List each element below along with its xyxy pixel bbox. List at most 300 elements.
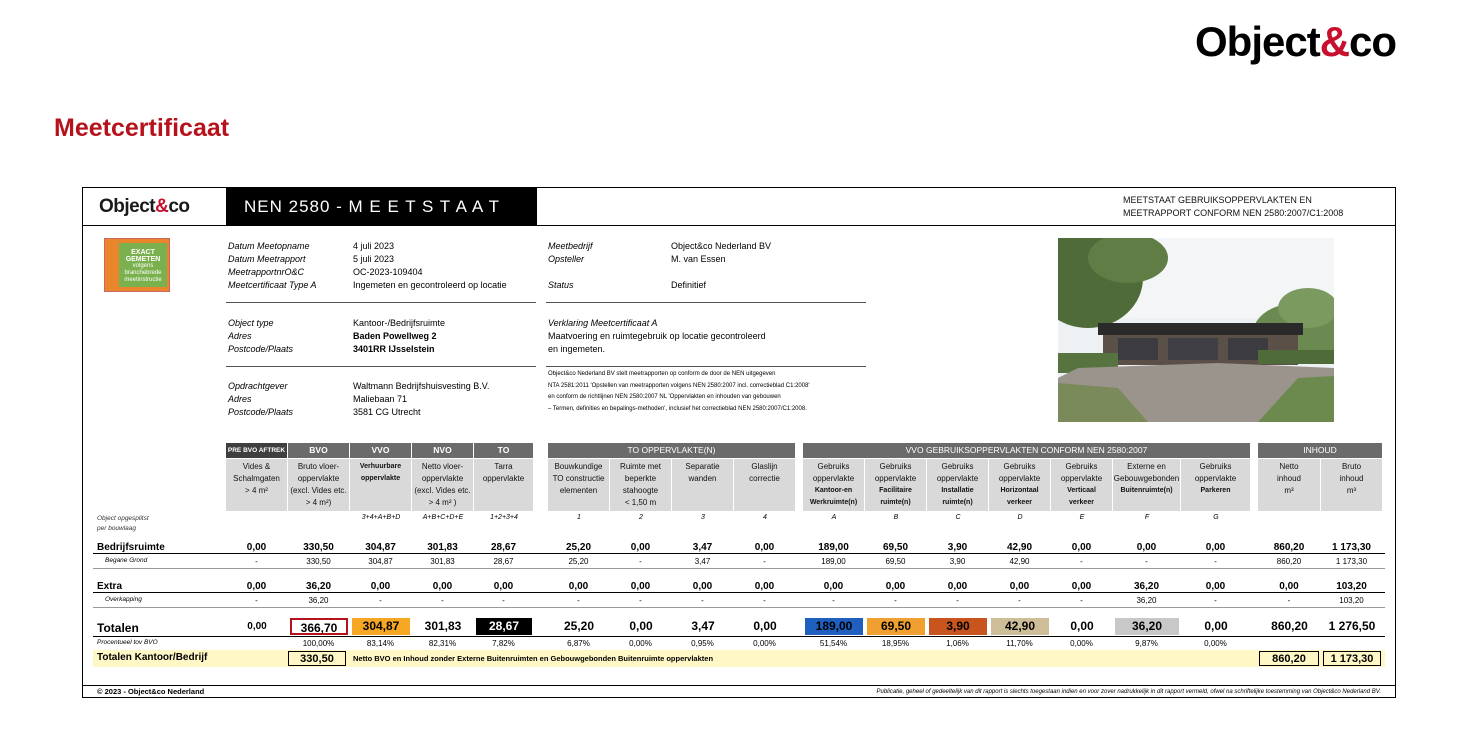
value-cell: - <box>639 596 642 605</box>
subheader-line: verkeer <box>1007 499 1032 506</box>
value-cell: 82,31% <box>428 639 457 648</box>
bedrijf-info <box>548 240 868 294</box>
subheader-line <box>548 497 609 509</box>
measurement-table <box>83 443 1395 683</box>
subheader-line <box>350 485 411 497</box>
value-cell: - <box>894 596 897 605</box>
subheader-line: inhoud <box>1276 474 1302 483</box>
object-value: Kantoor-/Bedrijfsruimte <box>353 318 446 328</box>
value-cell: - <box>1214 557 1217 566</box>
badge-inner <box>119 243 167 287</box>
object-label: Adres <box>228 331 252 341</box>
subheader-line: Buitenruimte(n) <box>1120 487 1173 494</box>
value-cell: 0,00 <box>432 581 453 592</box>
value-cell: 0,00 <box>1070 619 1094 633</box>
verklaring-title: Verklaring Meetcertificaat A <box>548 318 658 328</box>
value-cell: 11,70% <box>1006 639 1033 648</box>
subheader-line: ruimte(n) <box>880 499 911 506</box>
subheader-cell <box>610 459 671 511</box>
value-cell: 0,00 <box>247 621 267 632</box>
header-desc-line1: MEETSTAAT GEBRUIKSOPPERVLAKTEN EN <box>1123 195 1312 205</box>
subheader-line: Externe en <box>1127 462 1166 471</box>
group-header-vvo: VVO <box>350 443 411 458</box>
bedrijf-value: Object&co Nederland BV <box>671 241 772 251</box>
opdracht-value: Maliebaan 71 <box>353 394 408 404</box>
value-cell: 0,00 <box>1009 581 1030 592</box>
subheader-line: Installatie <box>941 487 974 494</box>
value-cell: - <box>763 557 766 566</box>
subheader-line: Gebruiks <box>941 462 974 471</box>
value-cell: 330,50 <box>306 557 331 566</box>
subheader-line: beperkte <box>624 474 657 483</box>
opdracht-label: Adres <box>228 394 252 404</box>
bedrijf-label: Status <box>548 280 574 290</box>
value-cell: - <box>255 557 258 566</box>
object-info <box>228 317 528 357</box>
certificate-logo <box>99 196 190 218</box>
subheader-line: Glaslijn <box>751 462 778 471</box>
value-cell: 25,20 <box>563 619 595 633</box>
subheader-line: Gebruiks <box>879 462 912 471</box>
opdracht-info <box>228 380 528 420</box>
header-title-bar: NEN 2580 - M E E T S T A A T <box>226 188 537 225</box>
subheader-line: oppervlakte <box>360 475 401 482</box>
subheader-line: verkeer <box>1069 499 1094 506</box>
code-cell: D <box>1017 514 1023 521</box>
value-cell: 0,00 <box>754 542 775 553</box>
object-label: Postcode/Plaats <box>228 344 294 354</box>
meet-value: Ingemeten en gecontroleerd op locatie <box>353 280 507 290</box>
value-cell: 304,87 <box>365 542 396 553</box>
brand-logo <box>1195 18 1396 66</box>
divider <box>226 366 536 367</box>
value-cell: 83,14% <box>366 639 395 648</box>
value-cell: 3,47 <box>691 619 715 633</box>
group-header-pre: PRE BVO AFTREK <box>226 443 287 458</box>
value-cell: 36,20 <box>1133 581 1160 592</box>
code-cell: G <box>1213 514 1219 521</box>
subheader-line: > 4 m² ) <box>428 498 457 507</box>
subheader-line: Tarra <box>494 462 513 471</box>
subheader-line: Kantoor-en <box>814 487 853 494</box>
value-cell: 28,67 <box>493 557 514 566</box>
value-cell: 0,00 <box>1205 542 1226 553</box>
subheader-line: oppervlakte <box>297 474 340 483</box>
value-cell: - <box>1145 557 1148 566</box>
divider <box>546 366 866 367</box>
value-cell: 69,50 <box>867 618 925 635</box>
subheader-cell <box>1181 459 1250 511</box>
value-cell: 0,00 <box>885 581 906 592</box>
value-cell: 0,00 <box>1071 581 1092 592</box>
value-cell: 36,20 <box>305 581 332 592</box>
subheader-line: Separatie <box>685 462 720 471</box>
value-cell: 1 173,30 <box>1335 557 1368 566</box>
logo-ampersand: & <box>1319 18 1350 65</box>
subheader-line: Ruimte met <box>620 462 661 471</box>
value-cell: 0,00 <box>568 581 589 592</box>
subheader-cell <box>288 459 349 511</box>
value-cell: 3,90 <box>929 618 987 635</box>
divider <box>546 302 866 303</box>
subheader-line: Gebruiks <box>1003 462 1036 471</box>
subheader-line: oppervlakte <box>874 474 917 483</box>
value-cell: 28,67 <box>490 542 517 553</box>
disclaimer-line: – Termen, definities en bepalings-methoden', inclusief het correctieblad NEN 2580:2007/C1:2008. <box>548 405 807 412</box>
subheader-line <box>672 497 733 509</box>
code-cell: 4 <box>763 514 767 521</box>
value-cell: 1,06% <box>946 639 969 648</box>
group-header-inhoud: INHOUD <box>1258 443 1382 458</box>
subheader-line <box>1113 497 1180 509</box>
meet-info <box>228 240 528 294</box>
subheader-line: Netto vloer- <box>421 462 464 471</box>
value-cell: 0,00% <box>1204 639 1227 648</box>
meet-label: MeetrapportnrO&C <box>228 267 305 277</box>
subheader-cell <box>734 459 795 511</box>
kantoor-label: Totalen Kantoor/Bedrijf <box>97 652 208 663</box>
value-cell: 860,20 <box>1276 557 1302 566</box>
value-cell: 0,00 <box>629 619 653 633</box>
kantoor-note: Netto BVO en Inhoud zonder Externe Buitenruimten en Gebouwgebonden Buitenruimte oppervlakten <box>353 654 714 663</box>
subheader-line: Bouwkundige <box>554 462 603 471</box>
code-cell: 3 <box>701 514 705 521</box>
value-cell: 0,00 <box>1071 542 1092 553</box>
subheader-cell <box>989 459 1050 511</box>
value-cell: 3,90 <box>947 542 968 553</box>
value-cell: - <box>832 596 835 605</box>
subheader-line: < 1,50 m <box>624 498 657 507</box>
value-cell: 3,47 <box>694 557 711 566</box>
subheader-line: (excl. Vides etc. <box>290 486 347 495</box>
value-cell: 100,00% <box>302 639 335 648</box>
value-cell: - <box>956 596 959 605</box>
subheader-line: ruimte(n) <box>942 499 973 506</box>
value-cell: - <box>639 557 642 566</box>
subheader-line: oppervlakte <box>1194 474 1237 483</box>
code-cell: A+B+C+D+E <box>422 514 464 521</box>
verklaring <box>548 317 868 357</box>
subheader-cell <box>474 459 533 511</box>
value-cell: 1 276,50 <box>1328 619 1376 633</box>
value-cell: 69,50 <box>882 542 909 553</box>
badge-line4: branchebrede <box>124 270 162 276</box>
value-cell: 69,50 <box>885 557 906 566</box>
value-cell: 0,00 <box>1205 581 1226 592</box>
value-cell: - <box>1287 596 1291 605</box>
subheader-cell <box>350 459 411 511</box>
value-cell: - <box>577 596 580 605</box>
value-cell: 103,20 <box>1336 581 1367 592</box>
value-cell: - <box>502 596 505 605</box>
bedrijf-label: Opsteller <box>548 254 585 264</box>
subheader-cell <box>412 459 473 511</box>
opdracht-label: Postcode/Plaats <box>228 407 294 417</box>
bedrijf-value: M. van Essen <box>671 254 726 264</box>
subheader-line <box>672 485 733 497</box>
value-cell: 301,83 <box>430 557 455 566</box>
value-cell: 42,90 <box>1006 542 1033 553</box>
value-cell: - <box>1080 596 1083 605</box>
subheader-line <box>734 497 795 509</box>
value-cell: 103,20 <box>1339 596 1364 605</box>
subheader-line: Verhuurbare <box>359 463 402 470</box>
kantoor-row <box>93 650 1385 667</box>
subheader-cell <box>1051 459 1112 511</box>
subheader-line: Bruto <box>1341 462 1362 471</box>
object-value: 3401RR IJsselstein <box>353 344 435 354</box>
meet-label: Datum Meetrapport <box>228 254 306 264</box>
logo-small-a: Object <box>99 196 156 217</box>
subheader-cell <box>226 459 287 511</box>
badge-line3: volgens <box>132 263 154 269</box>
subheader-line: wanden <box>688 474 717 483</box>
page-title: Meetcertificaat <box>54 114 230 142</box>
value-cell: 0,00 <box>754 581 775 592</box>
value-cell: 0,00 <box>753 619 777 633</box>
value-cell: 304,87 <box>352 618 410 635</box>
subheader-line: oppervlakte <box>812 474 855 483</box>
row-label-procent: Procentueel tov BVO <box>97 639 158 646</box>
value-cell: 25,20 <box>565 542 592 553</box>
code-cell: 1+2+3+4 <box>490 514 518 521</box>
row-label-begane: Begane Grond <box>105 557 148 564</box>
value-cell: 304,87 <box>368 557 393 566</box>
logo-text-b: co <box>1349 18 1397 65</box>
value-cell: 189,00 <box>821 557 846 566</box>
subheader-line: TO constructie <box>552 474 605 483</box>
building-photo-svg <box>1058 238 1334 422</box>
divider <box>226 302 536 303</box>
value-cell: 0,00 <box>630 542 651 553</box>
codes-label: per bouwlaag <box>97 525 137 532</box>
value-cell: 36,20 <box>1136 596 1157 605</box>
group-header-to_opp: TO OPPERVLAKTE(N) <box>548 443 795 458</box>
value-cell: 0,00 <box>1279 581 1299 592</box>
subheader-line: (excl. Vides etc. <box>414 486 471 495</box>
value-cell: 0,00 <box>1136 542 1157 553</box>
subheader-cell <box>1321 459 1382 511</box>
value-cell: 0,00 <box>630 581 651 592</box>
value-cell: 3,90 <box>949 557 966 566</box>
subheader-line: m³ <box>1346 486 1357 495</box>
subheader-cell <box>927 459 988 511</box>
value-cell: 0,00 <box>246 581 267 592</box>
footer-notice: Publicatie, geheel of gedeeltelijk van dit rapport is slechts toegestaan indien en voor zover nadrukkelijk in dit rapport vermeld, ofwel na schriftelijke toestemming van Object&co Nederland BV. <box>876 689 1381 695</box>
value-cell: 42,90 <box>991 618 1049 635</box>
value-cell: 301,83 <box>427 542 458 553</box>
subheader-line: stahoogte <box>622 486 659 495</box>
subheader-line <box>474 485 533 497</box>
subheader-line: inhoud <box>1339 474 1364 483</box>
opdracht-value: Waltmann Bedrijfshuisvesting B.V. <box>353 381 490 391</box>
subheader-cell <box>1113 459 1180 511</box>
subheader-line <box>226 497 287 509</box>
badge-line2: GEMETEN <box>125 256 161 263</box>
subheader-line <box>350 497 411 509</box>
subheader-line: Gebruiks <box>1065 462 1098 471</box>
subheader-cell <box>1258 459 1320 511</box>
meet-value: 4 juli 2023 <box>353 241 395 251</box>
subheader-line: Vides & <box>242 462 271 471</box>
code-cell: 2 <box>639 514 643 521</box>
subheader-line <box>474 497 533 509</box>
value-cell: 0,00 <box>1204 619 1228 633</box>
subheader-cell <box>672 459 733 511</box>
value-cell: - <box>255 596 258 605</box>
value-cell: 18,95% <box>881 639 910 648</box>
subheader-line: oppervlakte <box>936 474 979 483</box>
value-cell: 366,70 <box>290 618 348 635</box>
subheader-line: correctie <box>749 474 780 483</box>
building-photo <box>1058 238 1334 422</box>
value-cell: 0,00% <box>1070 639 1093 648</box>
subheader-cell <box>865 459 926 511</box>
value-cell: 51,54% <box>819 639 848 648</box>
code-cell: 3+4+A+B+D <box>361 514 401 521</box>
subheader-line: oppervlakte <box>1060 474 1103 483</box>
badge-line1: EXACT <box>131 249 155 256</box>
verklaring-line: en ingemeten. <box>548 344 606 354</box>
value-cell: 0,00% <box>753 639 776 648</box>
logo-text-a: Object <box>1195 18 1320 65</box>
subheader-line: Parkeren <box>1200 487 1231 494</box>
row-label-bedrijf: Bedrijfsruimte <box>97 542 165 553</box>
object-label: Object type <box>228 318 274 328</box>
value-cell: 28,67 <box>476 618 532 635</box>
code-cell: E <box>1079 514 1085 521</box>
exact-gemeten-badge <box>104 238 170 292</box>
value-cell: 0,00 <box>823 581 844 592</box>
header-description <box>1123 194 1343 220</box>
subheader-line: oppervlakte <box>998 474 1041 483</box>
kantoor-bvo: 330,50 <box>288 651 346 666</box>
opdracht-value: 3581 CG Utrecht <box>353 407 421 417</box>
subheader-line: Verticaal <box>1067 487 1096 494</box>
group-header-bvo: BVO <box>288 443 349 458</box>
logo-small-ampersand: & <box>155 196 169 217</box>
subheader-cell <box>803 459 864 511</box>
bedrijf-label: Meetbedrijf <box>548 241 593 251</box>
value-cell: 0,00 <box>947 581 968 592</box>
value-cell: 25,20 <box>568 557 589 566</box>
subheader-line: Horizontaal <box>1000 487 1039 494</box>
value-cell: - <box>1018 596 1021 605</box>
group-header-vvo_gebr: VVO GEBRUIKSOPPERVLAKTEN CONFORM NEN 2580:2007 <box>803 443 1250 458</box>
disclaimer-line: NTA 2581:2011 'Opstellen van meetrapporten volgens NEN 2580:2007 incl. correctieblad C1:2008' <box>548 382 810 389</box>
opdracht-label: Opdrachtgever <box>228 381 288 391</box>
subheader-line: oppervlakte <box>421 474 464 483</box>
value-cell: 36,20 <box>308 596 329 605</box>
value-cell: 860,20 <box>1271 619 1308 633</box>
value-cell: 0,00% <box>629 639 652 648</box>
subheader-line: oppervlakte <box>482 474 525 483</box>
row-divider <box>93 592 1385 593</box>
row-divider <box>93 607 1385 608</box>
group-header-to: TO <box>474 443 533 458</box>
meet-value: OC-2023-109404 <box>353 267 423 277</box>
code-cell: F <box>1144 514 1150 521</box>
footer <box>83 685 1395 698</box>
disclaimer <box>548 369 868 419</box>
value-cell: - <box>763 596 766 605</box>
row-label-totalen: Totalen <box>97 621 139 635</box>
kantoor-bruto: 1 173,30 <box>1323 651 1381 666</box>
value-cell: 1 173,30 <box>1332 542 1371 553</box>
code-cell: C <box>955 514 961 521</box>
certificate-header <box>83 188 1395 226</box>
verklaring-line: Maatvoering en ruimtegebruik op locatie gecontroleerd <box>548 331 766 341</box>
value-cell: 189,00 <box>818 542 849 553</box>
bedrijf-value: Definitief <box>671 280 707 290</box>
subheader-cell <box>548 459 609 511</box>
code-cell: B <box>893 514 899 521</box>
meet-label: Meetcertificaat Type A <box>228 280 317 290</box>
code-cell: A <box>831 514 837 521</box>
value-cell: 42,90 <box>1009 557 1030 566</box>
code-cell: 1 <box>577 514 581 521</box>
value-cell: - <box>1214 596 1217 605</box>
value-cell: 0,00 <box>246 542 267 553</box>
row-divider <box>93 636 1385 637</box>
value-cell: - <box>1080 557 1083 566</box>
value-cell: 0,00 <box>692 581 713 592</box>
value-cell: 7,82% <box>492 639 515 648</box>
codes-label: Object opgesplitst <box>97 515 149 522</box>
badge-line5: meetinstructie <box>124 277 162 283</box>
value-cell: 860,20 <box>1273 542 1305 553</box>
value-cell: 9,87% <box>1135 639 1158 648</box>
subheader-line <box>1181 497 1250 509</box>
subheader-line: Werkruimte(n) <box>809 499 858 506</box>
subheader-line: Bruto vloer- <box>297 462 340 471</box>
value-cell: 0,00 <box>493 581 514 592</box>
value-cell: - <box>379 596 382 605</box>
subheader-line: m³ <box>1284 486 1294 495</box>
value-cell: 3,47 <box>692 542 713 553</box>
row-divider <box>93 568 1385 569</box>
value-cell: 36,20 <box>1115 618 1179 635</box>
logo-small-b: co <box>168 196 190 217</box>
subheader-line: elementen <box>559 486 598 495</box>
subheader-line: Netto <box>1279 462 1299 471</box>
certificate <box>82 187 1396 698</box>
subheader-line: Schalmgaten <box>233 474 280 483</box>
subheader-line <box>1321 497 1382 509</box>
value-cell: 189,00 <box>805 618 863 635</box>
subheader-line: Facilitaire <box>879 487 912 494</box>
subheader-line: Gebouwgebonden <box>1113 474 1180 483</box>
group-header-nvo: NVO <box>412 443 473 458</box>
value-cell: - <box>701 596 704 605</box>
meet-value: 5 juli 2023 <box>353 254 395 264</box>
header-desc-line2: MEETRAPPORT CONFORM NEN 2580:2007/C1:2008 <box>1123 208 1344 218</box>
row-divider <box>93 553 1385 554</box>
value-cell: 0,95% <box>691 639 714 648</box>
value-cell: - <box>441 596 444 605</box>
row-label-extra: Extra <box>97 581 123 592</box>
value-cell: 330,50 <box>303 542 334 553</box>
subheader-line <box>734 485 795 497</box>
kantoor-netto: 860,20 <box>1259 651 1319 666</box>
value-cell: 301,83 <box>424 619 462 633</box>
meet-label: Datum Meetopname <box>228 241 310 251</box>
value-cell: 0,00 <box>370 581 391 592</box>
subheader-line <box>1258 497 1320 509</box>
subheader-line: Gebruiks <box>817 462 850 471</box>
subheader-line: > 4 m²) <box>305 498 332 507</box>
value-cell: 6,87% <box>567 639 590 648</box>
